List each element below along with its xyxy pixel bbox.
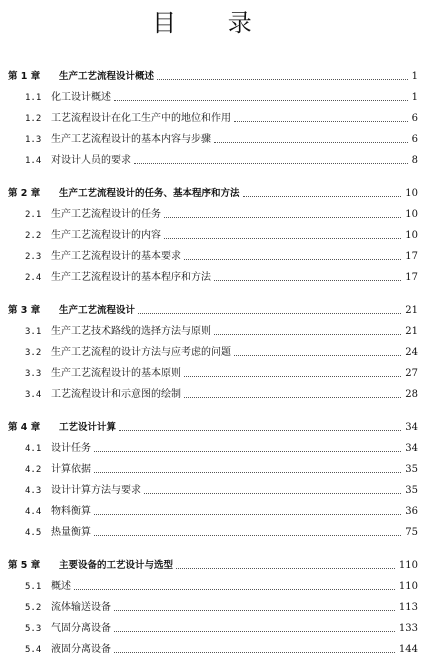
section-page-number: 8 <box>411 155 418 166</box>
chapter-entry[interactable] <box>8 413 418 434</box>
dot-leader <box>94 450 401 452</box>
chapter-entry[interactable] <box>8 62 418 83</box>
section-entry[interactable] <box>8 455 418 476</box>
section-title: 生产工艺流程设计的基本原则 <box>51 368 181 379</box>
section-entry[interactable] <box>8 572 418 593</box>
section-list <box>8 572 418 656</box>
section-title: 生产工艺流程设计的基本内容与步骤 <box>51 134 211 145</box>
section-entry[interactable] <box>8 125 418 146</box>
dot-leader <box>234 120 408 122</box>
section-page-number: 110 <box>398 581 418 592</box>
section-number: 1.3 <box>25 135 42 145</box>
section-title: 工艺流程设计在化工生产中的地位和作用 <box>51 113 231 124</box>
section-entry[interactable] <box>8 242 418 263</box>
section-entry[interactable] <box>8 380 418 401</box>
dot-leader <box>184 375 401 377</box>
section-entry[interactable] <box>8 614 418 635</box>
section-page-number: 10 <box>405 209 418 220</box>
section-page-number: 6 <box>411 113 418 124</box>
section-entry[interactable] <box>8 146 418 167</box>
section-title: 生产工艺流程设计的内容 <box>51 230 161 241</box>
section-number: 4.5 <box>25 528 42 538</box>
dot-leader <box>119 429 401 431</box>
section-page-number: 34 <box>405 443 418 454</box>
section-page-number: 75 <box>405 527 418 538</box>
section-number: 5.3 <box>25 624 42 634</box>
toc-chapter <box>8 296 418 401</box>
section-page-number: 6 <box>411 134 418 145</box>
section-page-number: 35 <box>405 464 418 475</box>
section-page-number: 21 <box>405 326 418 337</box>
dot-leader <box>94 513 401 515</box>
section-page-number: 133 <box>398 623 418 634</box>
section-title: 流体输送设备 <box>51 602 111 613</box>
section-number: 2.3 <box>25 252 42 262</box>
dot-leader <box>157 78 408 80</box>
section-list <box>8 200 418 284</box>
section-title: 设计任务 <box>51 443 91 454</box>
section-entry[interactable] <box>8 83 418 104</box>
dot-leader <box>184 258 401 260</box>
dot-leader <box>214 279 401 281</box>
toc-chapter <box>8 62 418 167</box>
chapter-title: 生产工艺流程设计 <box>59 305 136 316</box>
section-title: 生产工艺流程设计的任务 <box>51 209 161 220</box>
chapter-title: 生产工艺流程设计概述 <box>59 71 155 82</box>
chapter-entry[interactable] <box>8 179 418 200</box>
section-number: 2.2 <box>25 231 42 241</box>
section-page-number: 113 <box>398 602 418 613</box>
section-page-number: 1 <box>411 92 418 103</box>
section-entry[interactable] <box>8 200 418 221</box>
section-page-number: 28 <box>405 389 418 400</box>
chapter-entry[interactable] <box>8 296 418 317</box>
section-list <box>8 83 418 167</box>
section-title: 生产工艺流程设计的基本程序和方法 <box>51 272 211 283</box>
section-number: 3.2 <box>25 348 42 358</box>
section-title: 设计计算方法与要求 <box>51 485 141 496</box>
chapter-number: 第 4 章 <box>8 422 41 433</box>
page-title: 目 录 <box>152 9 274 37</box>
dot-leader <box>114 651 395 653</box>
section-number: 5.4 <box>25 645 42 655</box>
chapter-number: 第 3 章 <box>8 305 41 316</box>
chapter-entry[interactable] <box>8 551 418 572</box>
section-entry[interactable] <box>8 593 418 614</box>
section-title: 生产工艺流程的设计方法与应考虑的问题 <box>51 347 231 358</box>
section-number: 4.4 <box>25 507 42 517</box>
section-entry[interactable] <box>8 338 418 359</box>
section-entry[interactable] <box>8 263 418 284</box>
section-page-number: 144 <box>398 644 418 655</box>
chapter-title: 工艺设计计算 <box>59 422 117 433</box>
section-entry[interactable] <box>8 476 418 497</box>
dot-leader <box>214 333 401 335</box>
section-page-number: 35 <box>405 485 418 496</box>
dot-leader <box>94 534 401 536</box>
section-number: 4.1 <box>25 444 42 454</box>
section-number: 1.4 <box>25 156 42 166</box>
section-title: 气固分离设备 <box>51 623 111 634</box>
section-title: 液固分离设备 <box>51 644 111 655</box>
section-entry[interactable] <box>8 317 418 338</box>
section-page-number: 36 <box>405 506 418 517</box>
section-number: 5.2 <box>25 603 42 613</box>
toc-chapter <box>8 413 418 539</box>
table-of-contents <box>8 62 418 656</box>
section-title: 计算依据 <box>51 464 91 475</box>
section-entry[interactable] <box>8 359 418 380</box>
section-entry[interactable] <box>8 104 418 125</box>
section-number: 2.4 <box>25 273 42 283</box>
section-entry[interactable] <box>8 221 418 242</box>
dot-leader <box>144 492 401 494</box>
dot-leader <box>184 396 401 398</box>
chapter-page-number: 21 <box>405 305 418 316</box>
chapter-number: 第 5 章 <box>8 560 41 571</box>
section-page-number: 17 <box>405 251 418 262</box>
section-entry[interactable] <box>8 635 418 656</box>
section-number: 3.3 <box>25 369 42 379</box>
section-number: 4.3 <box>25 486 42 496</box>
section-number: 3.4 <box>25 390 42 400</box>
dot-leader <box>243 195 402 197</box>
chapter-page-number: 1 <box>411 71 418 82</box>
section-title: 物料衡算 <box>51 506 91 517</box>
dot-leader <box>74 588 395 590</box>
section-title: 生产工艺技术路线的选择方法与原则 <box>51 326 211 337</box>
section-title: 概述 <box>51 581 71 592</box>
section-number: 5.1 <box>25 582 42 592</box>
section-page-number: 10 <box>405 230 418 241</box>
chapter-title: 主要设备的工艺设计与选型 <box>59 560 174 571</box>
chapter-number: 第 2 章 <box>8 188 41 199</box>
dot-leader <box>114 630 395 632</box>
chapter-page-number: 110 <box>398 560 418 571</box>
toc-chapter <box>8 179 418 284</box>
section-title: 生产工艺流程设计的基本要求 <box>51 251 181 262</box>
dot-leader <box>214 141 408 143</box>
dot-leader <box>176 567 395 569</box>
dot-leader <box>114 609 395 611</box>
section-title: 热量衡算 <box>51 527 91 538</box>
section-list <box>8 434 418 539</box>
dot-leader <box>114 99 408 101</box>
chapter-page-number: 34 <box>405 422 418 433</box>
section-title: 工艺流程设计和示意图的绘制 <box>51 389 181 400</box>
section-entry[interactable] <box>8 518 418 539</box>
dot-leader <box>164 237 401 239</box>
section-page-number: 27 <box>405 368 418 379</box>
chapter-title: 生产工艺流程设计的任务、基本程序和方法 <box>59 188 240 199</box>
dot-leader <box>94 471 401 473</box>
section-number: 2.1 <box>25 210 42 220</box>
section-title: 化工设计概述 <box>51 92 111 103</box>
dot-leader <box>134 162 408 164</box>
toc-chapter <box>8 551 418 656</box>
dot-leader <box>234 354 401 356</box>
chapter-number: 第 1 章 <box>8 71 41 82</box>
dot-leader <box>138 312 401 314</box>
section-number: 1.2 <box>25 114 42 124</box>
section-page-number: 17 <box>405 272 418 283</box>
section-number: 4.2 <box>25 465 42 475</box>
section-entry[interactable] <box>8 434 418 455</box>
chapter-page-number: 10 <box>405 188 418 199</box>
dot-leader <box>164 216 401 218</box>
section-number: 3.1 <box>25 327 42 337</box>
section-title: 对设计人员的要求 <box>51 155 131 166</box>
section-list <box>8 317 418 401</box>
section-page-number: 24 <box>405 347 418 358</box>
section-number: 1.1 <box>25 93 42 103</box>
section-entry[interactable] <box>8 497 418 518</box>
